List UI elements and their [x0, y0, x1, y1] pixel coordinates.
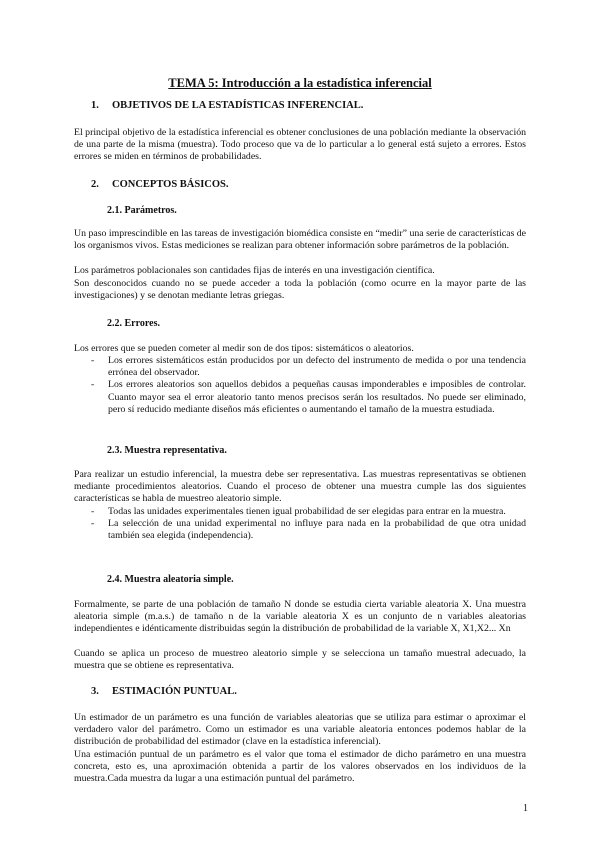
list-item: - La selección de una unidad experimental no influye para nada en la probabilidad de que otra unidad también sea elegida (independencia). [91, 518, 526, 542]
section-1-heading [91, 100, 363, 111]
subsection-2-1-paragraph-1: Un paso imprescindible en las tareas de investigación biomédica consiste en “medir” una serie de características de los organismos vivos. Estas mediciones se realizan para obtener información sobre parámetros de la población. [74, 228, 526, 252]
subsection-2-1-paragraph-3: Son desconocidos cuando no se puede acceder a toda la población (como ocurre en la mayor parte de las investigaciones) y se denotan mediante letras griegas. [74, 278, 526, 302]
subsection-2-1-paragraph-2: Los parámetros poblacionales son cantidades fijas de interés en una investigación científica. [74, 265, 435, 276]
subsection-2-1-heading: 2.1. Parámetros. [107, 205, 177, 216]
section-1-number: 1. [91, 100, 99, 111]
subsection-2-2-paragraph: Los errores que se pueden cometer al medir son de dos tipos: sistemáticos o aleatorios. [74, 343, 414, 354]
errors-list [74, 355, 526, 416]
section-2-number: 2. [91, 179, 99, 190]
page-title: TEMA 5: Introducción a la estadística inferencial [168, 76, 432, 90]
list-item: - Los errores sistemáticos están producidos por un defecto del instrumento de medida o por una tendencia errónea del observador. [91, 355, 526, 379]
section-3-heading [91, 686, 237, 697]
page-number: 1 [523, 803, 528, 814]
subsection-2-2-heading: 2.2. Errores. [107, 318, 160, 329]
section-3-number: 3. [91, 686, 99, 697]
section-1-paragraph: El principal objetivo de la estadística inferencial es obtener conclusiones de una población mediante la observación de una parte de la misma (muestra). Todo proceso que va de lo particular a lo general está sujeto a errores. Estos errores se miden en términos de probabilidades. [74, 127, 526, 163]
section-3-title: ESTIMACIÓN PUNTUAL. [112, 686, 237, 697]
section-3-paragraph-1: Un estimador de un parámetro es una función de variables aleatorias que se utiliza para estimar o aproximar el verdadero valor del parámetro. Como un estimador es una variable aleatoria entonces podemos hablar de la distribución de probabilidad del estimador (clave en la estadística inferencial). [74, 712, 526, 748]
subsection-2-4-heading: 2.4. Muestra aleatoria simple. [107, 574, 234, 585]
section-1-title: OBJETIVOS DE LA ESTADÍSTICAS INFERENCIAL. [112, 100, 364, 111]
subsection-2-4-paragraph-2: Cuando se aplica un proceso de muestreo aleatorio simple y se selecciona un tamaño muestral adecuado, la muestra que se obtiene es representativa. [74, 648, 526, 672]
list-item: - Todas las unidades experimentales tienen igual probabilidad de ser elegidas para entrar en la muestra. [91, 506, 506, 517]
section-2-heading [91, 179, 229, 190]
section-2-title: CONCEPTOS BÁSICOS. [112, 179, 229, 190]
subsection-2-3-paragraph: Para realizar un estudio inferencial, la muestra debe ser representativa. Las muestras representativas se obtienen mediante procedimientos aleatorios. Cuando el proceso de obtener una muestra cumple las dos siguientes características se habla de muestreo aleatorio simple. [74, 469, 526, 505]
subsection-2-3-heading: 2.3. Muestra representativa. [107, 445, 227, 456]
section-3-paragraph-2: Una estimación puntual de un parámetro es el valor que toma el estimador de dicho parámetro en una muestra concreta, esto es, una aproximación obtenida a partir de los valores observados en los individuos de la muestra.Cada muestra da lugar a una estimación puntual del parámetro. [74, 749, 526, 785]
list-item: - Los errores aleatorios son aquellos debidos a pequeñas causas imponderables e imposibles de controlar. Cuanto mayor sea el error aleatorio tanto menos precisos serán los resultados. No puede ser eliminado, pero sí reducido mediante diseños más eficientes o aumentando el tamaño de la muestra estudiada. [91, 379, 526, 415]
sample-characteristics-list [74, 506, 526, 543]
subsection-2-4-paragraph-1: Formalmente, se parte de una población de tamaño N donde se estudia cierta variable aleatoria X. Una muestra aleatoria simple (m.a.s.) de tamaño n de la variable aleatoria X es un conjunto de n variables aleatorias independientes e idénticamente distribuidas según la distribución de probabilidad de la variable X, X1,X2... Xn [74, 599, 526, 635]
